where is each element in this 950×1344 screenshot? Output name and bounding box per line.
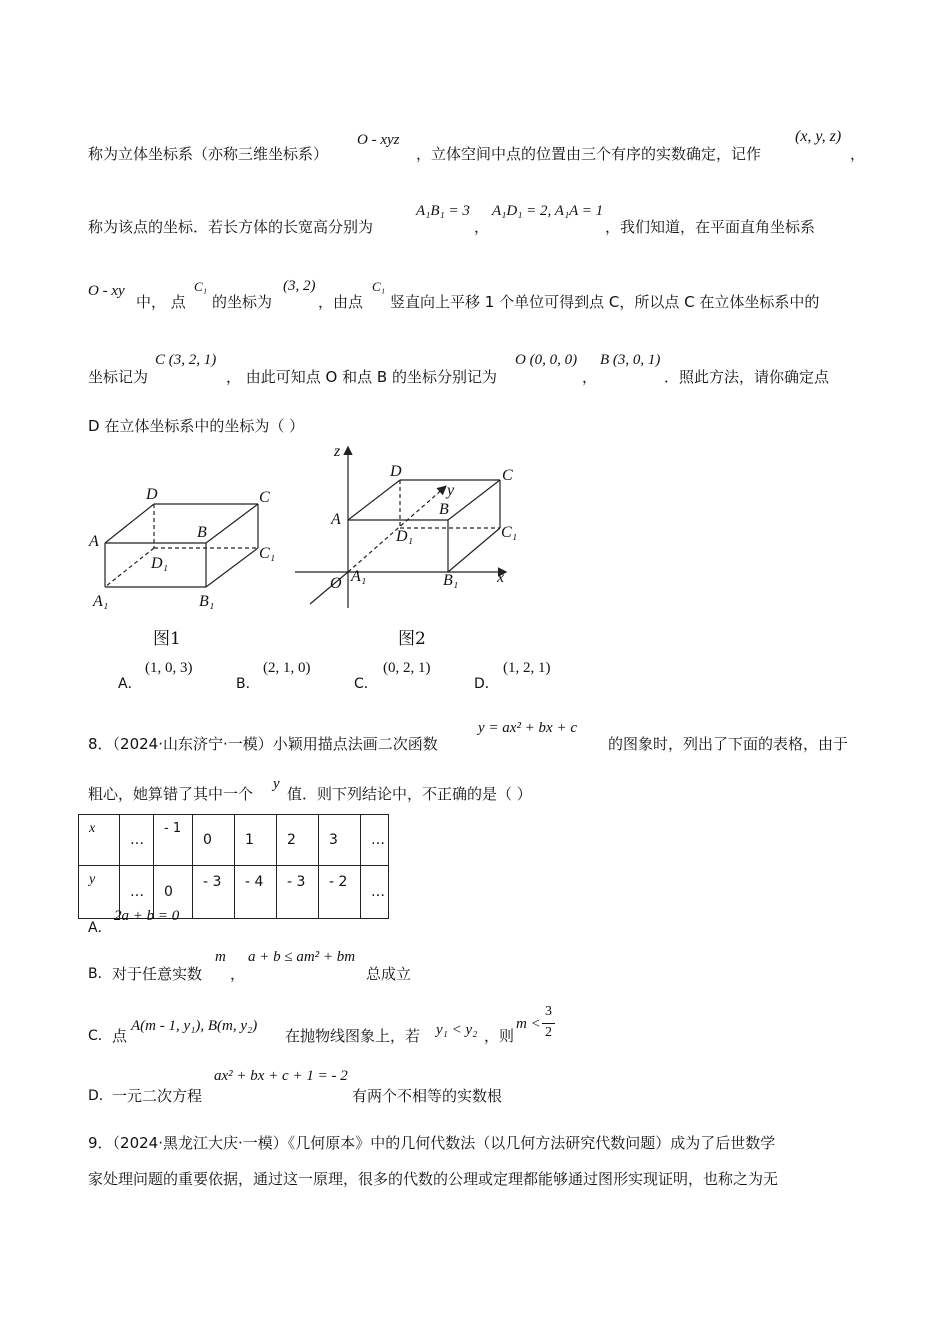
q8-option-c-math3: m < [516, 1016, 541, 1032]
q8-option-d-text2: 有两个不相等的实数根 [352, 1087, 503, 1105]
fig1-label-D1: D₁ [151, 555, 169, 572]
q7-option-a-value: (1, 0, 3) [145, 660, 193, 676]
table-row-x [79, 815, 389, 866]
fig2-label-A1: A₁ [351, 568, 367, 585]
para-line2-text2: ， [474, 218, 490, 236]
q8-option-c-math2: y₁ < y₂ [436, 1022, 478, 1038]
q8-option-c-numerator: 3 [545, 1004, 552, 1019]
q8-option-b-letter: B． [88, 966, 112, 982]
fig1-label-C: C [259, 489, 270, 506]
q8-option-c-text3: ，则 [484, 1027, 515, 1045]
para-line3-text4: 竖直向上平移 1 个单位可得到点 C，所以点 C 在立体坐标系中的 [390, 293, 820, 311]
q7-option-c-letter: C． [354, 676, 378, 692]
q7-option-c-value: (0, 2, 1) [383, 660, 431, 676]
para-line3-text2: 的坐标为 [212, 293, 273, 311]
q8-value-table [78, 814, 389, 919]
q8-option-c-text1: 点 [112, 1027, 128, 1045]
para-line3-math4: C₁ [372, 279, 386, 294]
table-cell: - 2 [319, 866, 361, 919]
table-cell: - 1 [154, 815, 193, 866]
fig2-label-A: A [331, 511, 341, 528]
para-line4-math2: O (0, 0, 0) [515, 352, 578, 368]
q8-option-b-text3: 总成立 [366, 965, 412, 983]
fig2-label-B1: B₁ [443, 572, 459, 589]
figure-1-cuboid [85, 480, 285, 615]
q7-option-b-letter: B． [236, 676, 260, 692]
edge-a-d [348, 480, 400, 520]
fig1-label-C1: C₁ [259, 545, 276, 562]
fig2-label-O: O [330, 575, 342, 592]
table-cell: - 3 [193, 866, 235, 919]
q8-line1-math1: y = ax² + bx + c [478, 720, 577, 736]
edge-c1-b1 [448, 528, 500, 572]
para-line4-text1: 坐标记为 [88, 368, 149, 386]
table-cell: 1 [235, 815, 277, 866]
para-line4-text2: ， 由此可知点 O 和点 B 的坐标分别记为 [226, 368, 497, 386]
table-cell: 2 [277, 815, 319, 866]
q8-option-b-math2: a + b ≤ am² + bm [248, 949, 356, 965]
edge-c-b [448, 480, 500, 520]
fraction-bar [542, 1023, 555, 1024]
para-line5-text1: D 在立体坐标系中的坐标为（ ） [88, 417, 305, 435]
fig2-label-B: B [439, 501, 449, 518]
q8-option-b-text2: ， [230, 965, 246, 983]
para-line2-math1: A₁B₁ = 3 [416, 203, 470, 219]
para-line1-text1: 称为立体坐标系（亦称三维坐标系） [88, 145, 329, 163]
q8-line1-text1: 8．（2024·山东济宁·一模）小颖用描点法画二次函数 [88, 735, 438, 753]
q8-option-c-text2: 在抛物线图象上，若 [285, 1027, 421, 1045]
table-cell: … [120, 866, 154, 919]
q8-option-b-math1: m [215, 949, 226, 965]
q7-option-b-value: (2, 1, 0) [263, 660, 311, 676]
y-axis-neg [310, 572, 348, 604]
q8-line1-text2: 的图象时，列出了下面的表格，由于 [608, 735, 849, 753]
para-line3-math2: C₁ [194, 279, 208, 294]
fig1-label-B1: B₁ [199, 593, 215, 610]
para-line4-math1: C (3, 2, 1) [155, 352, 217, 368]
q7-option-d-value: (1, 2, 1) [503, 660, 551, 676]
q8-line2-text2: 值．则下列结论中，不正确的是（ ） [287, 785, 532, 803]
q8-option-d-math1: ax² + bx + c + 1 = - 2 [214, 1068, 348, 1084]
para-line1-text2: ，立体空间中点的位置由三个有序的实数确定，记作 [416, 145, 762, 163]
para-line4-text4: ．照此方法，请你确定点 [664, 368, 830, 386]
fig2-label-C1: C₁ [501, 524, 518, 541]
para-line1-math1: O - xyz [357, 132, 400, 148]
fig1-label-A: A [89, 533, 99, 550]
para-line3-text3: ，由点 [318, 293, 364, 311]
q8-line2-math1: y [273, 776, 280, 792]
q9-line1: 9．（2024·黑龙江大庆·一模）《几何原本》中的几何代数法（以几何方法研究代数问题）成为了后世数学 [88, 1134, 776, 1152]
fig2-label-y: y [447, 482, 455, 499]
para-line3-text1: 中， 点 [136, 293, 186, 311]
q7-option-d-letter: D． [474, 676, 499, 692]
q8-option-c-letter: C． [88, 1028, 112, 1044]
table-cell: 0 [193, 815, 235, 866]
table-cell: … [361, 866, 389, 919]
q8-option-c-denominator: 2 [545, 1025, 552, 1040]
table-cell: 3 [319, 815, 361, 866]
q8-option-d-text1: 一元二次方程 [112, 1087, 203, 1105]
fig2-label-z: z [334, 443, 341, 460]
q8-option-a-letter: A． [88, 920, 112, 936]
fig2-label-C: C [502, 467, 513, 484]
table-cell: … [120, 815, 154, 866]
q8-option-a-math: 2a + b = 0 [114, 908, 180, 924]
table-cell: 0 [154, 866, 193, 919]
table-cell: x [79, 815, 120, 866]
para-line1-math2: (x, y, z) [795, 128, 842, 145]
para-line4-text3: ， [582, 368, 598, 386]
fig2-label-x: x [497, 569, 505, 586]
q8-line2-text1: 粗心，她算错了其中一个 [88, 785, 254, 803]
q9-line2: 家处理问题的重要依据，通过这一原理，很多的代数的公理或定理都能够通过图形实现证明，也称之为无 [88, 1170, 779, 1188]
edge-d1-a1 [105, 548, 154, 587]
table-cell: - 3 [277, 866, 319, 919]
para-line3-math1: O - xy [88, 283, 125, 299]
q8-option-b-text1: 对于任意实数 [112, 965, 203, 983]
fig1-label-A1: A₁ [93, 593, 109, 610]
edge-c1-b1 [206, 548, 258, 587]
figure-2-coordinate-system [290, 440, 520, 615]
para-line1-text3: ， [850, 145, 866, 163]
para-line4-math3: B (3, 0, 1) [600, 352, 661, 368]
para-line2-math2: A₁D₁ = 2, A₁A = 1 [492, 203, 604, 219]
fig1-label-B: B [197, 524, 207, 541]
table-cell: y [79, 866, 120, 919]
table-cell: - 4 [235, 866, 277, 919]
figure-1-caption: 图1 [153, 629, 181, 649]
para-line3-math3: (3, 2) [283, 278, 316, 294]
fig2-label-D: D [390, 463, 402, 480]
q7-option-a-letter: A． [118, 676, 142, 692]
fig2-label-D1: D₁ [396, 528, 414, 545]
q8-option-d-letter: D． [88, 1088, 113, 1104]
figure-2-caption: 图2 [398, 629, 426, 649]
edge-c-b [206, 504, 258, 543]
para-line2-text1: 称为该点的坐标．若长方体的长宽高分别为 [88, 218, 374, 236]
edge-a-d [105, 504, 154, 543]
table-cell: … [361, 815, 389, 866]
para-line2-text3: ，我们知道，在平面直角坐标系 [605, 218, 816, 236]
fig1-label-D: D [146, 486, 158, 503]
q8-option-c-math1: A(m - 1, y₁), B(m, y₂) [131, 1018, 258, 1034]
